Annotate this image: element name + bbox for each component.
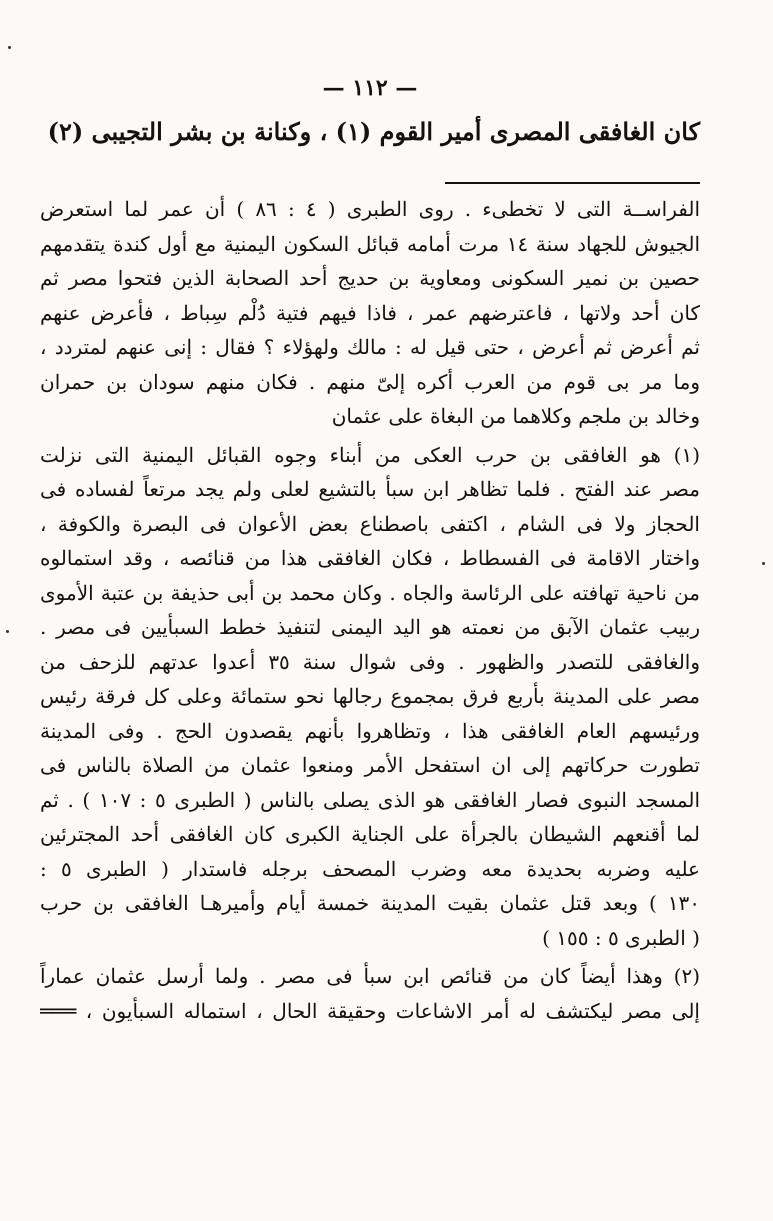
text-line: ورئيسهم العام الغافقى هذا ، وتظاهروا بأنهم يقصدون الحج . وفى المدينة <box>40 718 700 743</box>
text-line: من ناحية تهافته على الرئاسة والجاه . وكان محمد بن أبى حذيفة بن عتبة الأموى <box>40 580 700 605</box>
text-line: ( الطبرى ٥ : ١٥٥ ) <box>542 925 700 950</box>
text-line: (١) هو الغافقى بن حرب العكى من أبناء وجوه القبائل اليمنية التى نزلت <box>40 442 700 467</box>
text-line: كان أحد ولاتها ، فاعترضهم عمر ، فاذا فيهم فتية دُلْم سِباط ، فأعرض عنهم <box>40 300 700 325</box>
text-line: الحجاز ولا فى الشام ، اكتفى باصطناع بعض الأعوان فى البصرة والكوفة ، <box>40 511 700 536</box>
footnote-separator <box>445 182 700 184</box>
margin-speck <box>762 562 765 565</box>
page-body <box>40 70 700 1028</box>
text-line: وخالد بن ملجم وكلاهما من البغاة على عثمان <box>331 404 700 428</box>
text-line: ١٣٠ ) وبعد قتل عثمان بقيت المدينة خمسة أيام وأميرهـا الغافقى بن حرب <box>40 891 700 915</box>
main-text-line: كان الغافقى المصرى أمير القوم (١) ، وكنانة بن بشر التجيبى (٢) <box>47 117 700 146</box>
text-line: عليه وضربه بحديدة معه وضرب المصحف برجله فاستدار ( الطبرى ٥ : <box>40 856 700 881</box>
text-line: ثم أعرض ثم أعرض ، حتى قيل له : مالك ولهؤلاء ؟ فقال : إنى عنهم لمتردد ، <box>40 335 700 359</box>
text-line: وما مر بى قوم من العرب أكره إلىّ منهم . فكان منهم سودان بن حمران <box>40 369 700 394</box>
margin-speck <box>6 630 9 633</box>
margin-speck <box>8 46 11 49</box>
text-line: تطورت حركاتهم إلى ان استفحل الأمر ومنعوا عثمان من الصلاة بالناس فى <box>40 753 700 777</box>
text-line: ربيب عثمان الآبق من نعمته هو اليد اليمنى لتنفيذ خطط السبأيين فى مصر . <box>40 615 700 639</box>
footnote-1 <box>40 438 700 956</box>
text-line: الجيوش للجهاد سنة ١٤ مرت أمامه قبائل السكون اليمنية مع أول كندة يتقدمهم <box>40 231 700 256</box>
text-line: الفراســة التى لا تخطىء . روى الطبرى ( ٤ : ٨٦ ) أن عمر لما استعرض <box>40 197 700 221</box>
text-line: والغافقى للتصدر والظهور . وفى شوال سنة ٣٥ أعدوا عدتهم للزحف من <box>40 649 700 674</box>
text-line: لما أقنعهم الشيطان بالجرأة على الجناية الكبرى كان الغافقى أحد المجترئين <box>40 822 700 846</box>
footnote-continuation <box>40 192 700 434</box>
text-line: إلى مصر ليكتشف له أمر الاشاعات وحقيقة الحال ، استماله السبأيون ، ═══ <box>40 998 700 1023</box>
footnote-2 <box>40 959 700 1028</box>
text-line: مصر على المدينة بأربع فرق بمجموع رجالها نحو ستمائة وعلى كل فرقة رئيس <box>40 684 700 708</box>
text-line: حصين بن نمير السكونى ومعاوية بن حديج أحد الصحابة الذين فتحوا مصر ثم <box>40 266 700 290</box>
page-number: — ١١٢ — <box>322 75 418 101</box>
text-line: واختار الاقامة فى الفسطاط ، فكان الغافقى هذا من قنائصه ، وقد استمالوه <box>40 546 700 570</box>
text-line: (٢) وهذا أيضاً كان من قنائص ابن سبأ فى مصر . ولما أرسل عثمان عماراً <box>40 964 700 988</box>
text-line: المسجد النبوى فصار الغافقى هو الذى يصلى بالناس ( الطبرى ٥ : ١٠٧ ) . ثم <box>40 787 700 812</box>
text-line: مصر عند الفتح . فلما تظاهر ابن سبأ بالتشيع لعلى ولم يجد مرتعاً لفساده فى <box>40 477 700 501</box>
